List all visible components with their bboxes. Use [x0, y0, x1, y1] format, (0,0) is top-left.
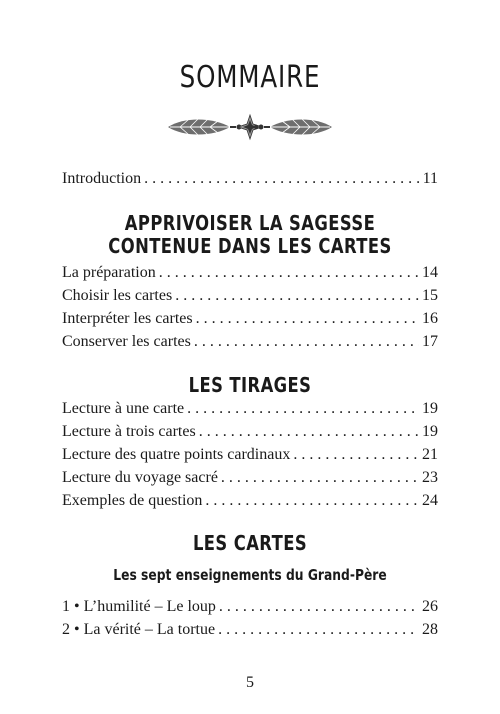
dot-leader — [194, 333, 419, 351]
toc-entry-label: Exemples de question — [62, 492, 203, 509]
toc-entry-page: 24 — [422, 492, 438, 509]
toc-entry-label: Lecture à trois cartes — [62, 423, 196, 440]
toc-entry — [62, 264, 438, 287]
toc-entry — [62, 400, 438, 423]
left-feather-icon — [168, 119, 236, 135]
toc-entry-page: 26 — [422, 598, 438, 615]
toc-entry-page: 14 — [422, 264, 438, 281]
toc-entry-page: 16 — [422, 310, 438, 327]
section-title-line1: APPRIVOISER LA SAGESSE — [124, 211, 376, 235]
toc-entry — [62, 469, 438, 492]
toc-entry — [62, 310, 438, 333]
toc-entry-page: 28 — [422, 621, 438, 638]
toc-entry — [62, 287, 438, 310]
toc-entry-page: 21 — [422, 446, 438, 463]
toc-entry-label: La préparation — [62, 264, 156, 281]
toc-entry-label: Lecture du voyage sacré — [62, 469, 218, 486]
toc-entry-label: 1 • L’humilité – Le loup — [62, 598, 216, 615]
dot-leader — [187, 400, 419, 418]
toc-entry — [62, 423, 438, 446]
dot-leader — [221, 469, 419, 487]
toc-entry-page: 17 — [422, 333, 438, 350]
page-title: SOMMAIRE — [179, 60, 321, 95]
dot-leader — [205, 492, 419, 510]
toc-entry-label: Lecture à une carte — [62, 400, 185, 417]
dot-leader — [159, 264, 419, 282]
dot-leader — [218, 621, 419, 639]
section-title-line2: CONTENUE DANS LES CARTES — [108, 234, 392, 258]
page-number: 5 — [246, 674, 254, 691]
toc-section-sagesse — [62, 264, 438, 356]
section-subtitle: Les sept enseignements du Grand-Père — [113, 566, 387, 584]
toc-entry-label: Choisir les cartes — [62, 287, 173, 304]
section-title-cartes: LES CARTES — [192, 531, 308, 555]
toc-entry-label: Introduction — [62, 170, 142, 187]
toc-section-cartes — [62, 598, 438, 644]
toc-entry-label: Interpréter les cartes — [62, 310, 193, 327]
toc-section-tirages — [62, 400, 438, 515]
toc-entry-page: 19 — [422, 423, 438, 440]
toc-intro — [62, 170, 438, 193]
toc-entry — [62, 598, 438, 621]
toc-entry-page: 11 — [422, 170, 438, 187]
toc-entry-page: 15 — [422, 287, 438, 304]
toc-entry — [62, 170, 438, 193]
dot-leader — [144, 170, 420, 188]
feather-star-ornament-icon — [160, 112, 340, 142]
toc-entry-label: Lecture des quatre points cardinaux — [62, 446, 291, 463]
toc-entry — [62, 333, 438, 356]
dot-leader — [199, 423, 419, 441]
toc-entry — [62, 446, 438, 469]
toc-entry-label: 2 • La vérité – La tortue — [62, 621, 216, 638]
toc-entry-page: 23 — [422, 469, 438, 486]
section-title-sagesse — [45, 212, 455, 258]
dot-leader — [293, 446, 419, 464]
toc-entry-label: Conserver les cartes — [62, 333, 191, 350]
star-icon — [238, 115, 262, 139]
toc-entry — [62, 492, 438, 515]
toc-entry-page: 19 — [422, 400, 438, 417]
toc-entry — [62, 621, 438, 644]
right-feather-icon — [264, 119, 332, 135]
dot-leader — [219, 598, 419, 616]
dot-leader — [175, 287, 419, 305]
section-title-tirages: LES TIRAGES — [188, 373, 312, 397]
dot-leader — [196, 310, 419, 328]
